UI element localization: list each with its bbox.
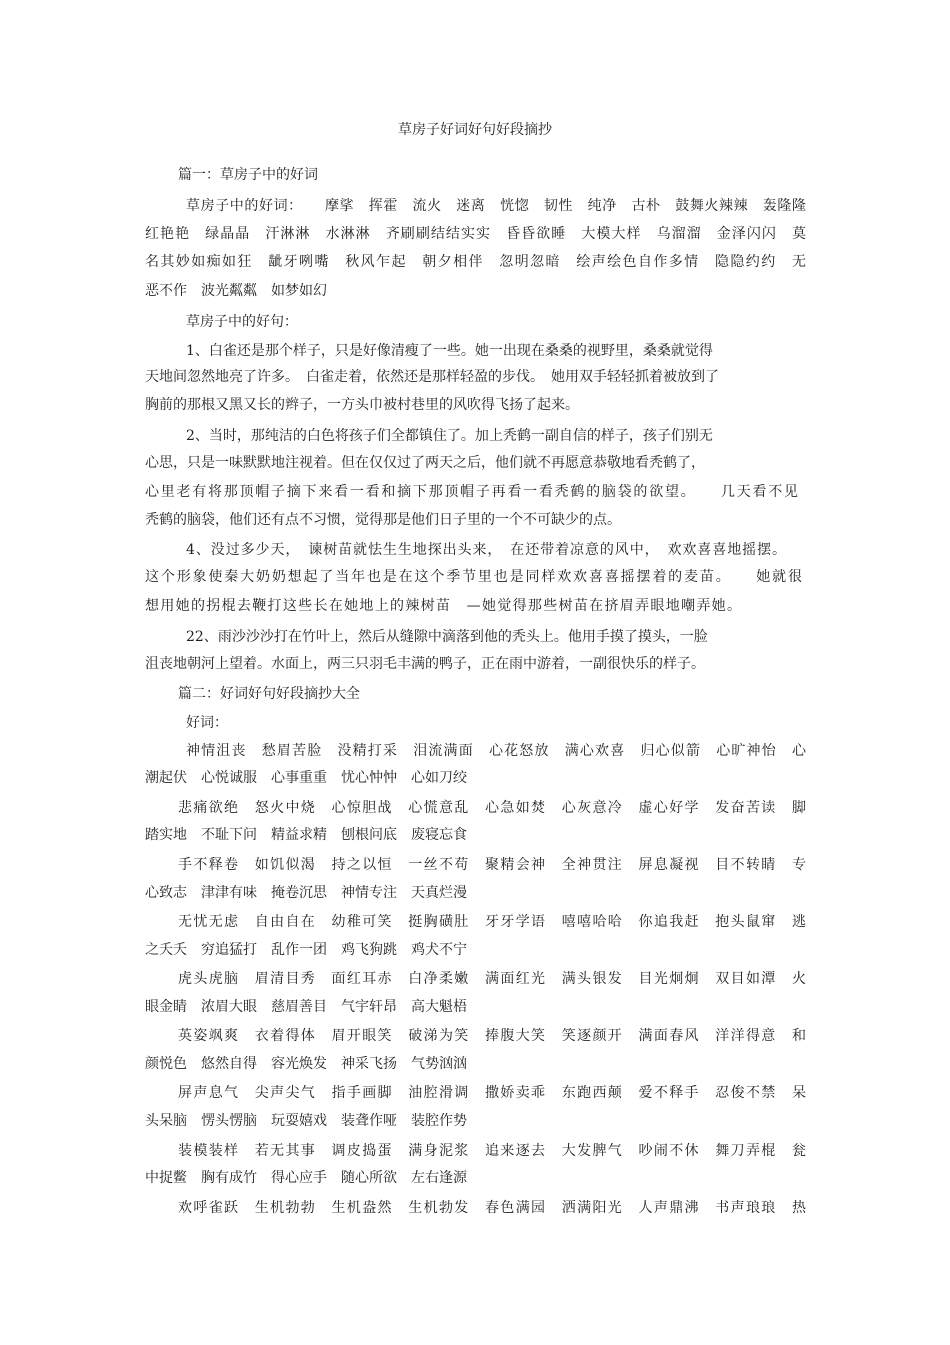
word-line: 颜悦色 悠然自得 容光焕发 神采飞扬 气势汹汹: [145, 1056, 467, 1072]
word-line: 神情沮丧 愁眉苦脸 没精打采 泪流满面 心花怒放 满心欢喜 归心似箭 心旷神怡 心: [186, 743, 806, 759]
sentence-line: 秃鹤的脑袋，他们还有点不习惯，觉得那是他们日子里的一个不可缺少的点。: [145, 512, 621, 528]
sentence-line: 沮丧地朝河上望着。水面上，两三只羽毛丰满的鸭子，正在雨中游着，一副很快乐的样子。: [145, 656, 705, 672]
word-line: 心致志 津津有味 掩卷沉思 神情专注 天真烂漫: [145, 885, 467, 901]
part1-words-line: 草房子中的好词： 摩挲 挥霍 流火 迷离 恍惚 韧性 纯净 古朴 鼓舞火辣辣 轰隆隆: [186, 198, 806, 214]
word-line: 中捉鳖 胸有成竹 得心应手 随心所欲 左右逢源: [145, 1170, 467, 1186]
part1-sentences-heading: 草房子中的好句：: [186, 314, 298, 330]
sentence-line: 4、没过多少天， 谏树苗就怯生生地探出头来， 在还带着凉意的风中， 欢欢喜喜地摇摆。: [186, 542, 786, 558]
document-title: 草房子好词好句好段摘抄: [398, 122, 552, 138]
word-line: 虎头虎脑 眉清目秀 面红耳赤 白净柔嫩 满面红光 满头银发 目光炯炯 双目如潭 火: [178, 971, 806, 987]
word-line: 头呆脑 愣头愣脑 玩耍嬉戏 装聋作哑 装腔作势: [145, 1113, 467, 1129]
word-line: 悲痛欲绝 怒火中烧 心惊胆战 心慌意乱 心急如焚 心灰意冷 虚心好学 发奋苦读 脚: [178, 800, 806, 816]
word-line: 潮起伏 心悦诚服 心事重重 忧心忡忡 心如刀绞: [145, 770, 467, 786]
word-line: 眼金睛 浓眉大眼 慈眉善目 气宇轩昂 高大魁梧: [145, 999, 467, 1015]
part2-words-heading: 好词：: [186, 715, 228, 731]
word-line: 踏实地 不耻下问 精益求精 刨根问底 废寝忘食: [145, 827, 467, 843]
sentence-line: 天地间忽然地亮了许多。 白雀走着，依然还是那样轻盈的步伐。 她用双手轻轻抓着被放到了: [145, 369, 719, 385]
sentence-line: 心里老有将那顶帽子摘下来看一看和摘下那顶帽子再看一看秃鹤的脑袋的欲望。 几天看不见: [145, 484, 798, 500]
sentence-line: 这个形象使秦大奶奶想起了当年也是在这个季节里也是同样欢欢喜喜摇摆着的麦苗。 她就很: [145, 569, 802, 585]
word-line: 手不释卷 如饥似渴 持之以恒 一丝不苟 聚精会神 全神贯注 屏息凝视 目不转睛 专: [178, 857, 806, 873]
sentence-line: 2、当时，那纯洁的白色将孩子们全都镇住了。加上秃鹤一副自信的样子，孩子们别无: [186, 428, 713, 444]
word-line: 装模装样 若无其事 调皮捣蛋 满身泥浆 追来逐去 大发脾气 吵闹不休 舞刀弄棍 瓮: [178, 1143, 806, 1159]
part1-words-line: 名其妙如痴如狂 龇牙咧嘴 秋风乍起 朝夕相伴 忽明忽暗 绘声绘色自作多情 隐隐约约 无: [145, 254, 806, 270]
sentence-line: 心思，只是一味默默地注视着。但在仅仅过了两天之后，他们就不再愿意恭敬地看秃鹤了，: [145, 455, 705, 471]
word-line: 之夭夭 穷追猛打 乱作一团 鸡飞狗跳 鸡犬不宁: [145, 942, 467, 958]
part1-words-line: 红艳艳 绿晶晶 汗淋淋 水淋淋 齐刷刷结结实实 昏昏欲睡 大模大样 乌溜溜 金泽闪闪 莫: [145, 226, 806, 242]
sentence-line: 想用她的拐棍去鞭打这些长在她地上的辣树苗 —她觉得那些树苗在挤眉弄眼地嘲弄她。: [145, 598, 741, 614]
sentence-line: 1、白雀还是那个样子，只是好像清瘦了一些。她一出现在桑桑的视野里，桑桑就觉得: [186, 343, 713, 359]
part2-heading: 篇二：好词好句好段摘抄大全: [178, 686, 360, 702]
word-line: 屏声息气 尖声尖气 指手画脚 油腔滑调 撒娇卖乖 东跑西颠 爱不释手 忍俊不禁 呆: [178, 1085, 806, 1101]
word-line: 无忧无虑 自由自在 幼稚可笑 挺胸磺肚 牙牙学语 嘻嘻哈哈 你追我赶 抱头鼠窜 逃: [178, 914, 806, 930]
part1-heading: 篇一：草房子中的好词: [178, 167, 318, 183]
word-line: 英姿飒爽 衣着得体 眉开眼笑 破涕为笑 捧腹大笑 笑逐颜开 满面春风 洋洋得意 和: [178, 1028, 806, 1044]
word-line: 欢呼雀跃 生机勃勃 生机盎然 生机勃发 春色满园 洒满阳光 人声鼎沸 书声琅琅 热: [178, 1200, 806, 1216]
part1-words-line: 恶不作 波光粼粼 如梦如幻: [145, 283, 327, 299]
sentence-line: 胸前的那根又黑又长的辫子，一方头巾被村巷里的风吹得飞扬了起来。: [145, 397, 579, 413]
sentence-line: 22、雨沙沙沙打在竹叶上，然后从缝隙中滴落到他的秃头上。他用手摸了摸头，一脸: [186, 629, 708, 645]
